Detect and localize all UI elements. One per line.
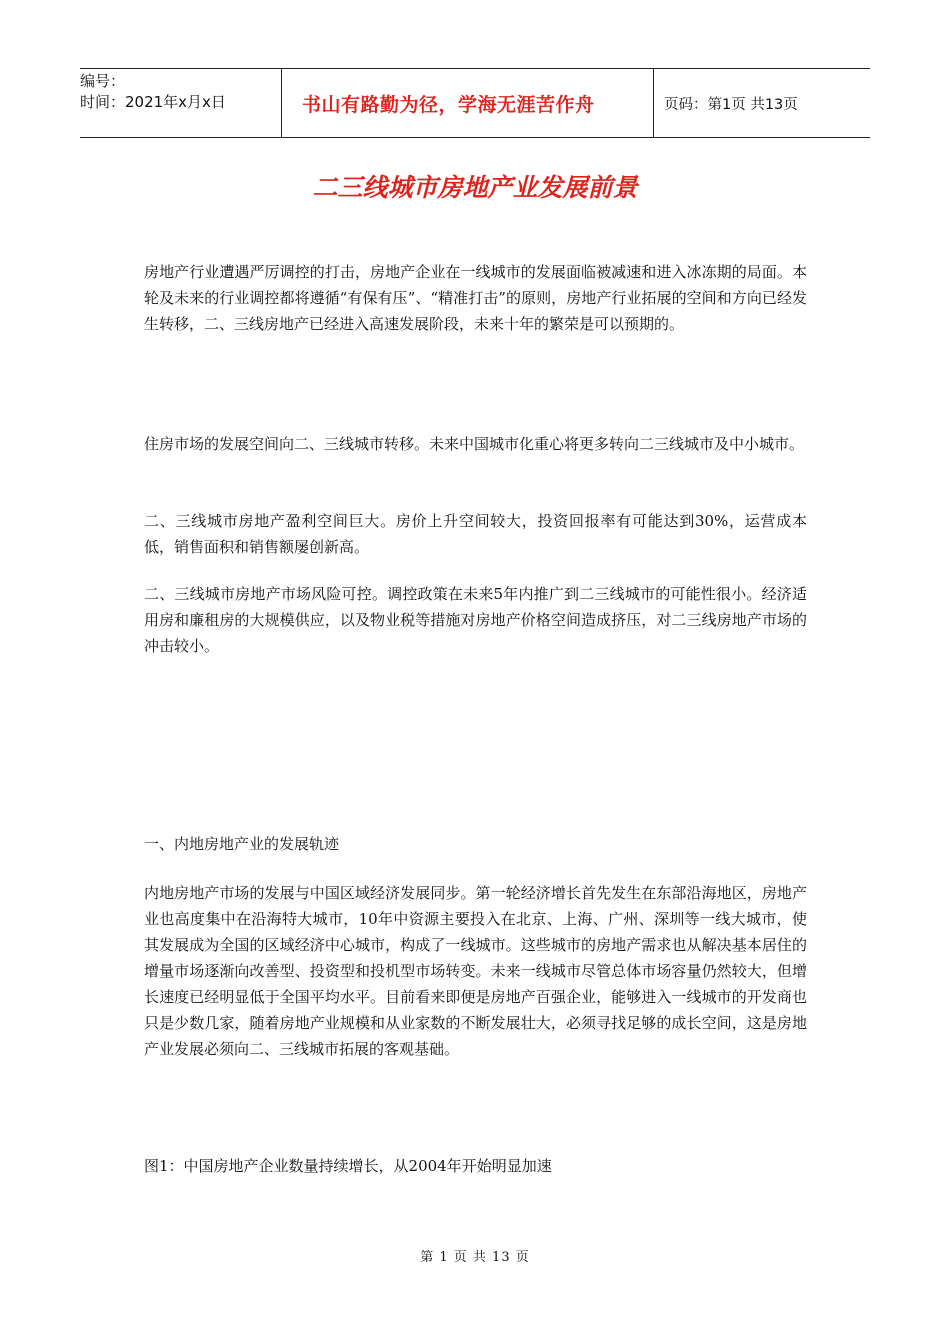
section-heading: 一、内地房地产业的发展轨迹 xyxy=(144,835,340,853)
figure-caption: 图1：中国房地产企业数量持续增长，从2004年开始明显加速 xyxy=(144,1157,552,1175)
paragraph-market-shift: 住房市场的发展空间向二、三线城市转移。未来中国城市化重心将更多转向二三线城市及中小城市。 xyxy=(144,435,805,453)
header-meta xyxy=(80,69,281,137)
paragraph-risk: 二、三线城市房地产市场风险可控。调控政策在未来5年内推广到二三线城市的可能性很小。经济适用房和廉租房的大规模供应，以及物业税等措施对房地产价格空间造成挤压，对二三线房地产市场的冲击较小。 xyxy=(144,585,807,655)
motto: 书山有路勤为径，学海无涯苦作舟 xyxy=(302,93,595,116)
header-motto-cell xyxy=(281,69,654,137)
paragraph-intro: 房地产行业遭遇严厉调控的打击，房地产企业在一线城市的发展面临被减速和进入冰冻期的局面。本轮及未来的行业调控都将遵循“有保有压”、“精准打击”的原则，房地产行业拓展的空间和方向已经发生转移，二、三线房地产已经进入高速发展阶段，未来十年的繁荣是可以预期的。 xyxy=(144,263,807,333)
page-footer: 第 1 页 共 13 页 xyxy=(420,1250,530,1265)
page-header xyxy=(80,68,870,138)
paragraph-profit: 二、三线城市房地产盈利空间巨大。房价上升空间较大，投资回报率有可能达到30%，运营成本低，销售面积和销售额屡创新高。 xyxy=(144,512,807,556)
header-page-info-cell xyxy=(654,69,870,137)
page-info: 页码：第1页 共13页 xyxy=(664,96,798,113)
paragraph-development: 内地房地产市场的发展与中国区域经济发展同步。第一轮经济增长首先发生在东部沿海地区，房地产业也高度集中在沿海特大城市，10年中资源主要投入在北京、上海、广州、深圳等一线大城市，使其发展成为全国的区域经济中心城市，构成了一线城市。这些城市的房地产需求也从解决基本居住的增量市场逐渐向改善型、投资型和投机型市场转变。未来一线城市尽管总体市场容量仍然较大，但增长速度已经明显低于全国平均水平。目前看来即便是房地产百强企业，能够进入一线城市的开发商也只是少数几家，随着房地产业规模和从业家数的不断发展壮大，必须寻找足够的成长空间，这是房地产业发展必须向二、三线城市拓展的客观基础。 xyxy=(144,884,807,1058)
time-label: 时间：2021年x月x日 xyxy=(80,93,226,111)
number-label: 编号： xyxy=(80,72,126,90)
document-title: 二三线城市房地产业发展前景 xyxy=(312,173,638,202)
